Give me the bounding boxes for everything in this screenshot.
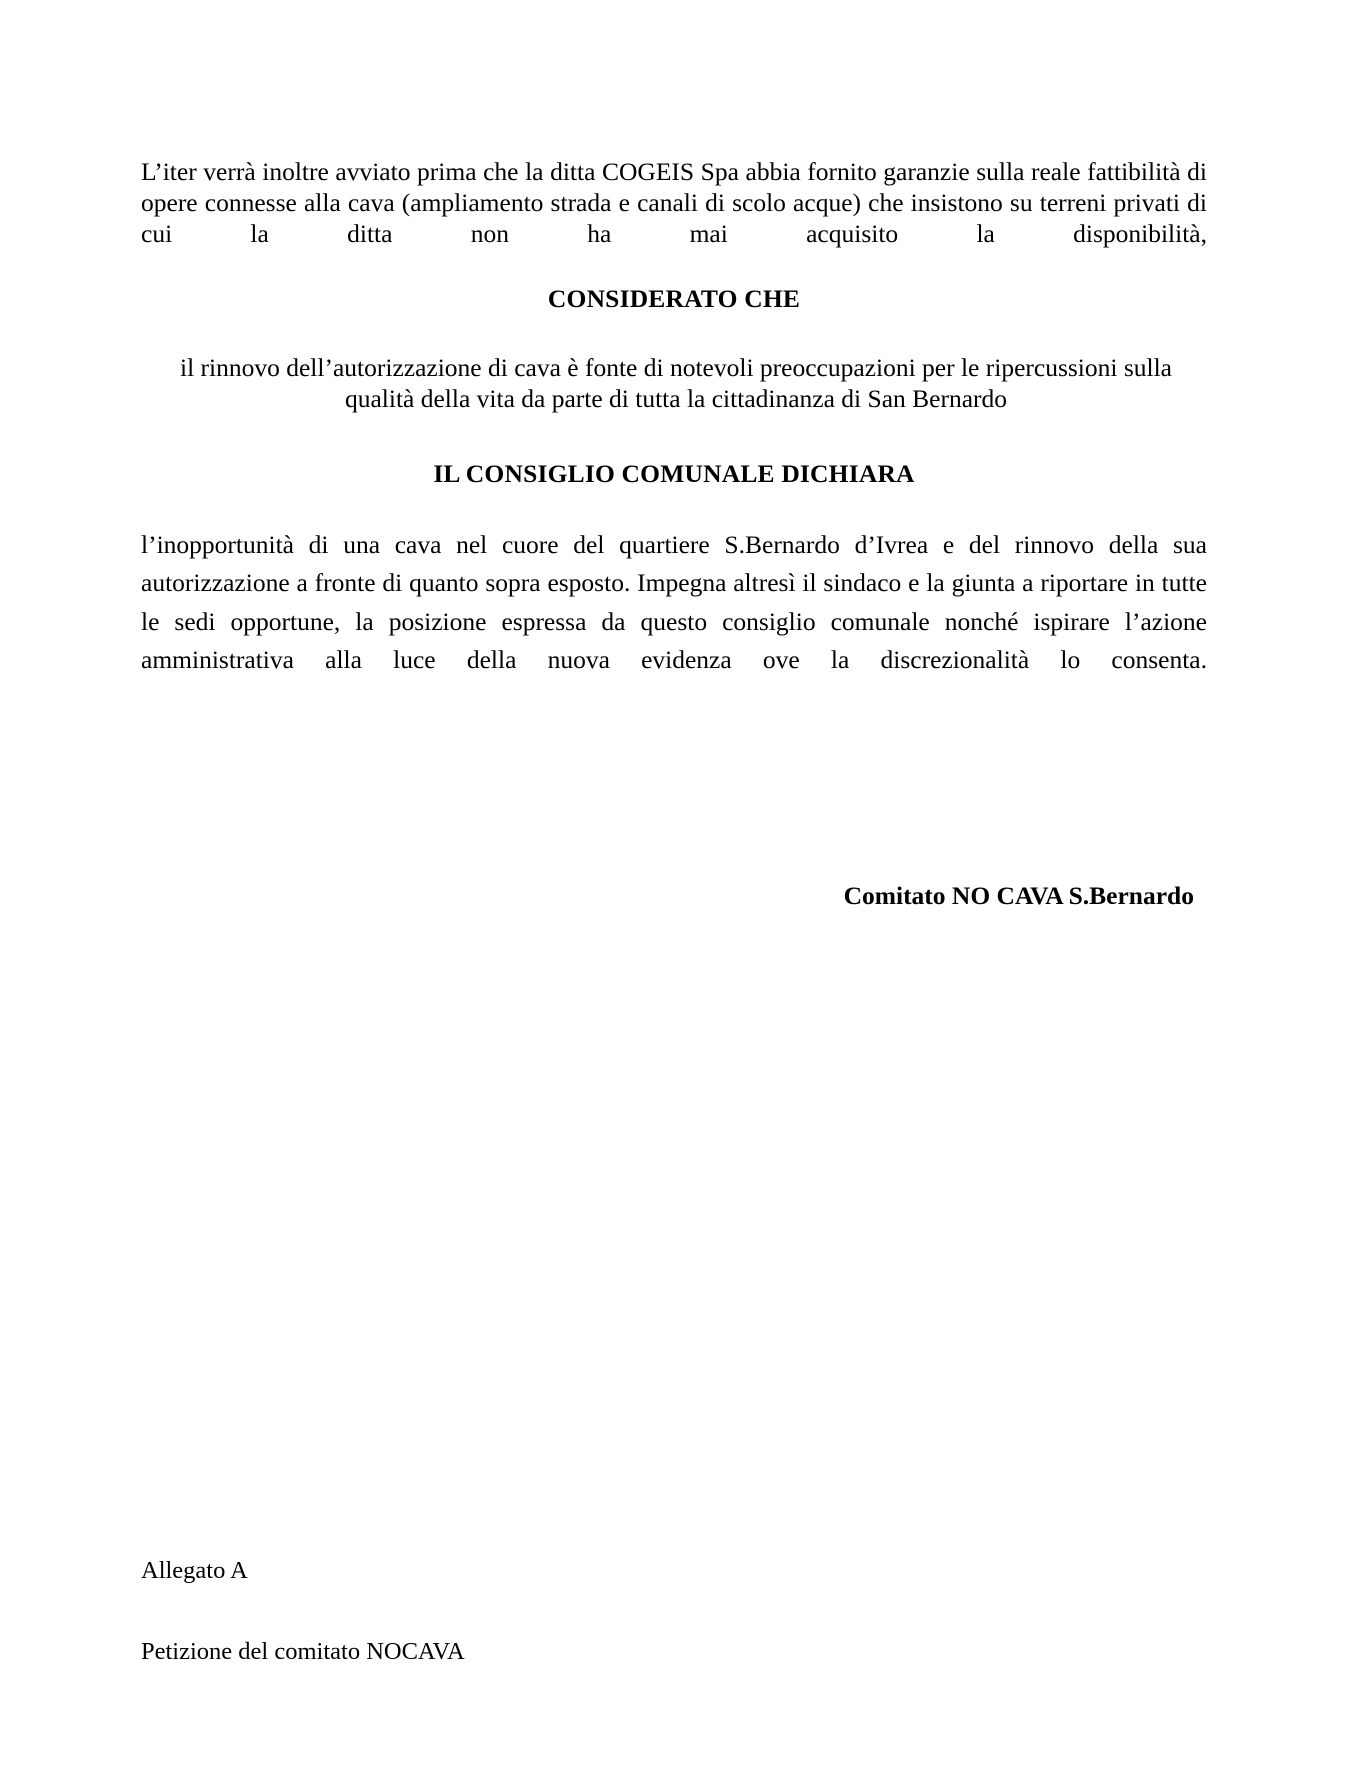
paragraph-centered-preoccupazioni: il rinnovo dell’autorizzazione di cava è fonte di notevoli preoccupazioni per le ripercussioni sulla qualità della vita da parte di tutta la cittadinanza di San Bernardo	[179, 352, 1172, 413]
paragraph-intro: L’iter verrà inoltre avviato prima che la ditta COGEIS Spa abbia fornito garanzie sulla reale fattibilità di opere connesse alla cava (ampliamento strada e canali di scolo acque) che insistono su terreni privati di cui la ditta non ha mai acquisito la disponibilità,	[141, 156, 1207, 248]
heading-considerato-che: CONSIDERATO CHE	[547, 284, 801, 314]
paragraph-body-dichiarazione: l’inopportunità di una cava nel cuore del quartiere S.Bernardo d’Ivrea e del rinnovo della sua autorizzazione a fronte di quanto sopra esposto. Impegna altresì il sindaco e la giunta a riportare in tutte le sedi opportune, la posizione espressa da questo consiglio comunale nonché ispirare l’azione amministrativa alla luce della nuova evidenza ove la discrezionalità lo consenta.	[141, 529, 1207, 674]
signature-comitato: Comitato NO CAVA S.Bernardo	[843, 881, 1194, 910]
footer-petizione-label: Petizione del comitato NOCAVA	[141, 1638, 465, 1665]
footer-allegato-label: Allegato A	[141, 1557, 248, 1584]
heading-consiglio-comunale-dichiara: IL CONSIGLIO COMUNALE DICHIARA	[433, 459, 915, 489]
